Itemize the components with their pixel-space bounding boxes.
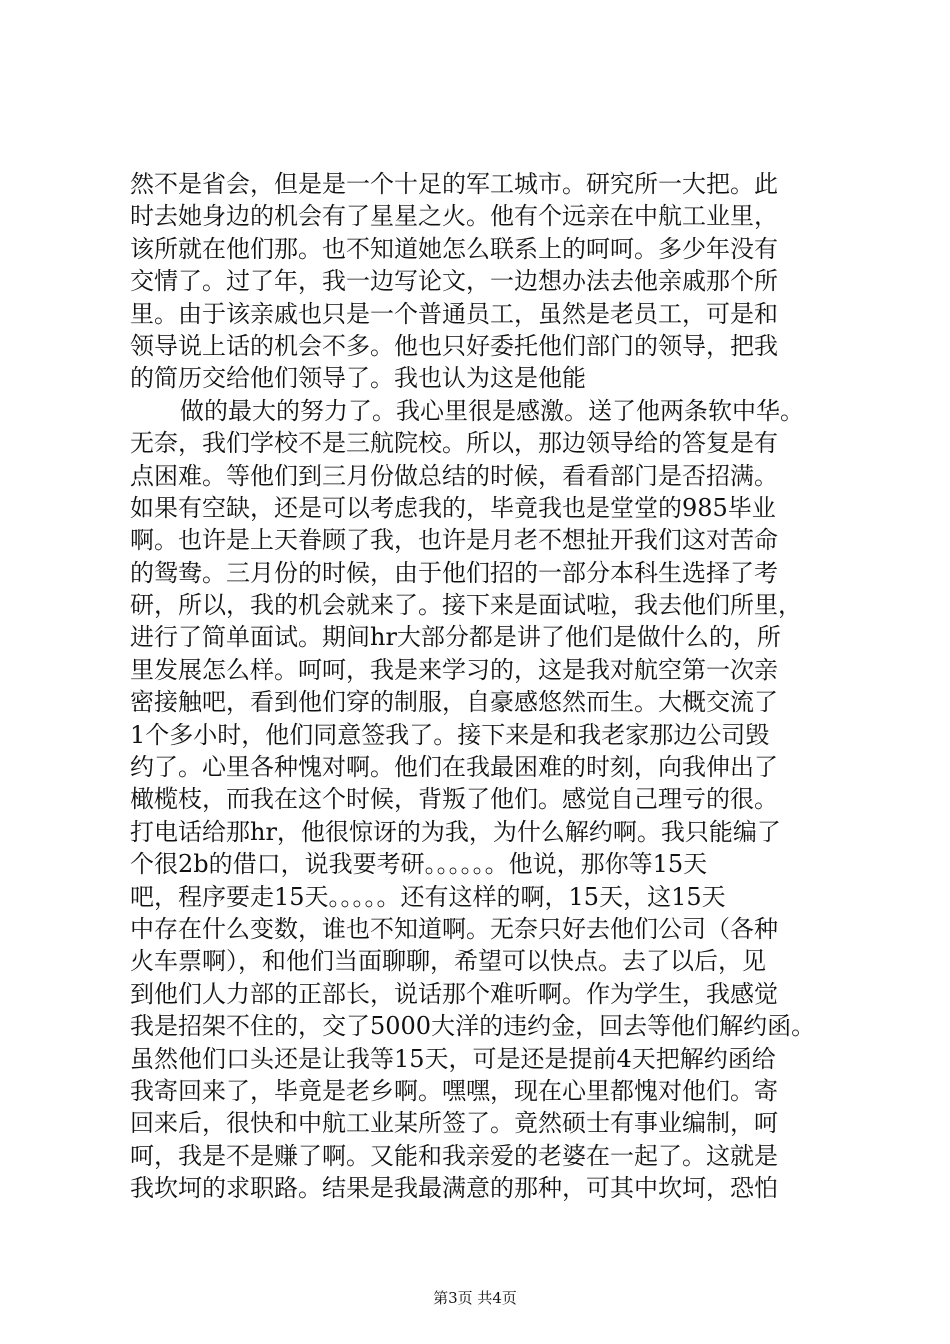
text-line: 点困难。等他们到三月份做总结的时候，看看部门是否招满。 bbox=[130, 461, 778, 490]
text-line: 进行了简单面试。期间hr大部分都是讲了他们是做什么的，所 bbox=[130, 623, 781, 652]
text-line: 里发展怎么样。呵呵，我是来学习的，这是我对航空第一次亲 bbox=[130, 655, 778, 684]
text-line: 到他们人力部的正部长，说话那个难听啊。作为学生，我感觉 bbox=[130, 979, 778, 1008]
text-line: 呵，我是不是赚了啊。又能和我亲爱的老婆在一起了。这就是 bbox=[130, 1141, 778, 1170]
text-line: 回来后，很快和中航工业某所签了。竟然硕士有事业编制，呵 bbox=[130, 1109, 778, 1138]
text-line: 我寄回来了，毕竟是老乡啊。嘿嘿，现在心里都愧对他们。寄 bbox=[130, 1076, 778, 1105]
text-line: 里。由于该亲戚也只是一个普通员工，虽然是老员工，可是和 bbox=[130, 299, 778, 328]
text-line: 吧，程序要走15天。。。。。还有这样的啊，15天，这15天 bbox=[130, 882, 726, 911]
page-number: 第3页 共4页 bbox=[433, 1289, 517, 1307]
text-line: 该所就在他们那。也不知道她怎么联系上的呵呵。多少年没有 bbox=[130, 234, 778, 263]
text-line: 领导说上话的机会不多。他也只好委托他们部门的领导，把我 bbox=[130, 331, 778, 360]
text-line: 如果有空缺，还是可以考虑我的，毕竟我也是堂堂的985毕业 bbox=[130, 493, 776, 522]
text-line: 然不是省会，但是是一个十足的军工城市。研究所一大把。此 bbox=[130, 170, 778, 198]
text-line: 的简历交给他们领导了。我也认为这是他能 bbox=[130, 364, 586, 393]
text-line: 我是招架不住的，交了5000大洋的违约金，回去等他们解约函。 bbox=[130, 1012, 816, 1041]
text-line: 火车票啊），和他们当面聊聊，希望可以快点。去了以后，见 bbox=[130, 947, 766, 976]
text-line: 虽然他们口头还是让我等15天，可是还是提前4天把解约函给 bbox=[130, 1044, 776, 1073]
text-line: 打电话给那hr，他很惊讶的为我，为什么解约啊。我只能编了 bbox=[130, 817, 781, 846]
text-line: 1个多小时，他们同意签我了。接下来是和我老家那边公司毁 bbox=[130, 720, 770, 749]
text-line: 密接触吧，看到他们穿的制服，自豪感悠然而生。大概交流了 bbox=[130, 688, 778, 717]
text-line: 啊。也许是上天眷顾了我，也许是月老不想扯开我们这对苦命 bbox=[130, 526, 778, 555]
text-line: 橄榄枝，而我在这个时候，背叛了他们。感觉自己理亏的很。 bbox=[130, 785, 778, 814]
text-line: 个很2b的借口，说我要考研。。。。。。他说，那你等15天 bbox=[130, 850, 708, 879]
text-line: 我坎坷的求职路。结果是我最满意的那种，可其中坎坷，恐怕 bbox=[130, 1174, 778, 1203]
body-text bbox=[130, 168, 830, 1205]
text-line: 无奈，我们学校不是三航院校。所以，那边领导给的答复是有 bbox=[130, 429, 778, 458]
text-line: 交情了。过了年，我一边写论文，一边想办法去他亲戚那个所 bbox=[130, 267, 778, 296]
text-line: 研，所以，我的机会就来了。接下来是面试啦，我去他们所里， bbox=[130, 591, 802, 620]
text-line: 约了。心里各种愧对啊。他们在我最困难的时刻，向我伸出了 bbox=[130, 753, 778, 782]
text-line: 的鸳鸯。三月份的时候，由于他们招的一部分本科生选择了考 bbox=[130, 558, 778, 587]
text-line: 做的最大的努力了。我心里很是感激。送了他两条软中华。 bbox=[180, 396, 804, 425]
text-line: 中存在什么变数，谁也不知道啊。无奈只好去他们公司（各种 bbox=[130, 914, 778, 943]
text-line: 时去她身边的机会有了星星之火。他有个远亲在中航工业里， bbox=[130, 202, 778, 231]
